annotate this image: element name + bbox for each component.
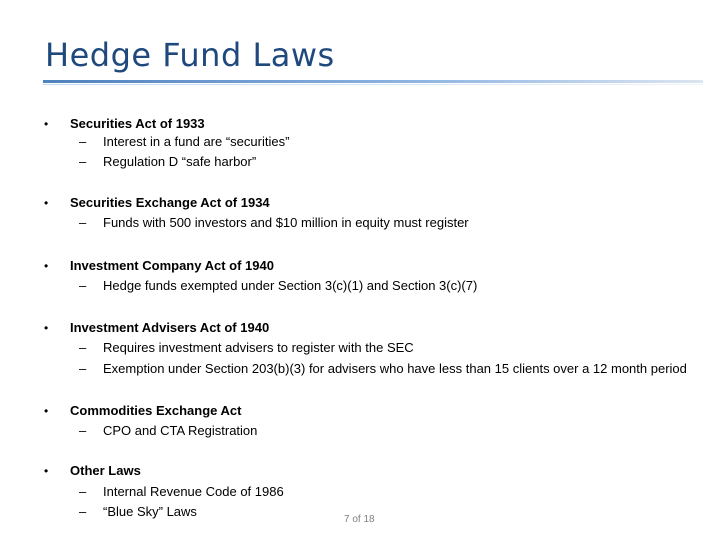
list-item-text: Exemption under Section 203(b)(3) for advisers who have less than 15 clients over a 12 month period — [103, 361, 687, 376]
dash-icon: – — [79, 154, 87, 169]
section-heading: Securities Exchange Act of 1934 — [70, 195, 270, 210]
bullet-icon: • — [44, 404, 49, 418]
bullet-icon: • — [44, 259, 49, 273]
list-item — [79, 483, 284, 501]
dash-icon: – — [79, 361, 87, 376]
list-item-text: “Blue Sky” Laws — [103, 504, 197, 519]
bullet-icon: • — [44, 117, 49, 131]
slide-title: Hedge Fund Laws — [45, 36, 335, 74]
list-item-text: Interest in a fund are “securities” — [103, 134, 290, 149]
list-item-text: Hedge funds exempted under Section 3(c)(1) and Section 3(c)(7) — [103, 278, 478, 293]
section-heading: Investment Advisers Act of 1940 — [70, 320, 270, 335]
section-heading: Commodities Exchange Act — [70, 403, 242, 418]
bullet-icon: • — [44, 464, 49, 478]
dash-icon: – — [79, 423, 87, 438]
section-heading: Securities Act of 1933 — [70, 116, 205, 131]
list-item — [79, 133, 289, 151]
list-item-text: CPO and CTA Registration — [103, 423, 258, 438]
list-item-text: Requires investment advisers to register with the SEC — [103, 340, 414, 355]
list-item — [79, 422, 257, 440]
dash-icon: – — [79, 278, 87, 293]
list-item — [79, 153, 256, 171]
list-item — [79, 360, 687, 378]
bullet-icon: • — [44, 321, 49, 335]
list-item-text: Funds with 500 investors and $10 million in equity must register — [103, 215, 469, 230]
list-item — [79, 214, 469, 232]
dash-icon: – — [79, 134, 87, 149]
dash-icon: – — [79, 215, 87, 230]
page-number: 7 of 18 — [344, 514, 375, 525]
list-item — [79, 339, 414, 357]
dash-icon: – — [79, 504, 87, 519]
bullet-icon: • — [44, 196, 49, 210]
dash-icon: – — [79, 340, 87, 355]
section-heading: Other Laws — [70, 463, 141, 478]
list-item — [79, 503, 197, 521]
list-item — [79, 277, 477, 295]
dash-icon: – — [79, 484, 87, 499]
list-item-text: Internal Revenue Code of 1986 — [103, 484, 284, 499]
list-item-text: Regulation D “safe harbor” — [103, 154, 257, 169]
section-heading: Investment Company Act of 1940 — [70, 258, 274, 273]
